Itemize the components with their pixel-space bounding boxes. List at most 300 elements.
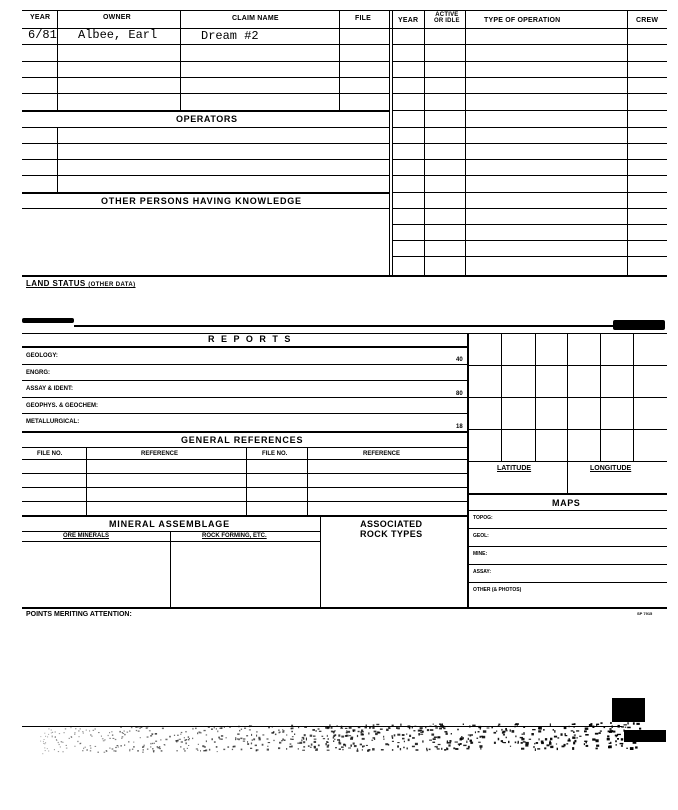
scan-noise-speck [247,743,249,745]
associated-line1: ASSOCIATED [360,519,423,529]
top-border [22,10,667,11]
scan-mark-band [624,730,666,742]
scan-noise-speck [585,728,589,730]
scan-noise-speck [175,740,177,742]
scan-noise-speck [94,729,96,730]
scan-noise-speck [123,733,125,734]
scan-noise-speck [232,749,233,750]
scan-noise-speck [180,734,181,735]
operators-top-rule [22,110,389,112]
scan-noise-speck [332,731,335,733]
scan-noise-speck [216,746,218,748]
scan-noise-speck [217,751,218,752]
scan-noise-speck [618,725,620,728]
scan-noise-speck [303,746,305,748]
scan-noise-speck [510,729,511,731]
scan-noise-speck [357,748,358,750]
scan-noise-speck [176,750,177,751]
report-geophys-label: GEOPHYS. & GEOCHEM: [26,403,99,409]
scan-noise-speck [449,740,451,742]
scan-noise-speck [331,727,333,729]
report-row-rule [22,413,467,414]
report-metallurgical-label: METALLURGICAL: [26,419,80,425]
ref-row-rule [22,487,467,488]
scan-noise-speck [579,736,581,737]
scan-noise-speck [206,734,207,735]
scan-noise-speck [149,730,151,731]
scan-noise-speck [458,744,461,745]
land-status-sub: (OTHER DATA) [88,282,136,288]
scan-noise-speck [188,745,189,746]
scan-noise-speck [498,725,499,727]
scan-noise-speck [45,736,46,737]
scan-noise-speck [626,748,628,749]
scan-noise-speck [566,743,568,744]
scan-noise-speck [586,742,587,744]
scan-noise-speck [185,731,186,732]
scan-noise-speck [557,748,558,750]
scan-noise-speck [521,742,523,744]
map-topog-label: TOPOG: [473,515,493,521]
scan-noise-speck [362,734,364,736]
scan-noise-speck [302,737,305,739]
scan-noise-speck [152,743,153,744]
scan-noise-speck [82,731,83,732]
scan-noise-speck [487,728,490,729]
scan-noise-speck [463,724,464,726]
scan-noise-speck [545,738,547,740]
scan-noise-speck [478,726,481,728]
scan-noise-speck [368,732,369,734]
operation-row-rule [392,127,667,128]
scan-noise-speck [128,741,130,742]
scan-noise-speck [376,724,379,725]
scan-noise-speck [132,749,133,750]
scan-noise-speck [241,749,243,751]
scan-noise-speck [74,732,75,733]
mineral-title-rule [22,531,320,532]
scan-noise-speck [85,747,86,748]
scan-noise-speck [463,745,466,746]
scan-noise-speck [133,746,135,748]
scan-noise-speck [300,742,303,744]
scan-noise-speck [146,727,148,729]
scan-noise-speck [221,739,223,740]
scan-noise-speck [89,730,90,731]
scan-noise-speck [216,728,217,729]
scan-noise-speck [114,750,115,752]
scan-noise-speck [336,725,338,727]
scan-noise-speck [61,741,62,742]
col-owner-header: OWNER [103,14,131,21]
scan-mark-right [613,320,665,330]
scan-noise-speck [204,750,206,751]
scan-noise-speck [338,734,340,736]
scan-noise-speck [510,746,511,747]
scan-noise-speck [468,735,470,736]
scan-noise-speck [392,725,394,727]
scan-noise-speck [290,743,292,744]
scan-noise-speck [258,737,260,739]
scan-noise-speck [339,748,341,750]
scan-noise-speck [435,727,438,728]
section-divider-rule [74,325,614,327]
scan-noise-speck [347,731,350,733]
ore-minerals-header: ORE MINERALS [63,533,110,539]
scan-noise-speck [441,748,442,750]
mineral-assemblage-title: MINERAL ASSEMBLAGE [109,519,230,529]
scan-noise-speck [630,747,634,750]
scan-noise-speck [44,747,45,748]
scan-noise-speck [40,736,41,737]
ref-col-divider [307,447,308,515]
scan-noise-speck [479,745,482,748]
scan-noise-speck [74,746,75,747]
scan-noise-speck [508,741,510,743]
operation-row-rule [392,61,667,62]
scan-noise-speck [430,729,433,731]
scan-noise-speck [199,732,201,733]
scan-noise-speck [112,734,113,736]
scan-noise-speck [433,724,434,725]
scan-noise-speck [217,731,218,733]
scan-noise-speck [147,749,149,750]
owner-row-rule [22,77,389,78]
scan-noise-speck [532,729,536,730]
scan-noise-speck [514,726,515,727]
owner-row-rule [22,44,389,45]
scan-noise-speck [392,737,393,739]
scan-noise-speck [66,748,68,749]
scan-noise-speck [412,727,413,728]
scan-noise-speck [586,745,589,747]
scan-noise-speck [523,726,525,728]
scan-noise-speck [294,734,295,736]
scan-noise-speck [461,736,462,737]
scan-noise-speck [584,741,587,742]
scan-noise-speck [565,735,568,736]
middle-bottom-rule [22,607,667,609]
scan-noise-speck [227,726,228,727]
scan-noise-speck [162,728,164,730]
scan-noise-speck [302,750,305,751]
scan-noise-speck [284,740,286,742]
scan-noise-speck [291,731,293,732]
scan-noise-speck [636,723,639,725]
scan-noise-speck [403,747,405,749]
scan-noise-speck [475,731,476,733]
scan-noise-speck [109,738,110,739]
scan-noise-speck [120,727,122,729]
scan-noise-speck [339,741,340,742]
scan-noise-speck [518,742,519,744]
scan-noise-speck [478,731,480,733]
scan-noise-speck [469,725,470,727]
scan-noise-speck [298,748,299,749]
scan-noise-speck [346,732,348,734]
scan-noise-speck [346,730,347,731]
scan-noise-speck [354,745,357,747]
scan-noise-speck [192,738,193,739]
scan-noise-speck [80,728,81,729]
scan-noise-speck [184,737,185,738]
scan-noise-speck [599,732,601,734]
scan-noise-speck [525,744,528,746]
scan-noise-speck [115,739,117,740]
col-active-header [434,12,460,24]
scan-noise-speck [609,743,612,744]
scan-noise-speck [341,727,342,729]
scan-noise-speck [515,742,517,744]
scan-noise-speck [206,740,207,742]
scan-noise-speck [534,743,535,745]
scan-noise-speck [553,729,554,731]
scan-noise-speck [480,736,482,738]
other-persons-title-rule [22,208,389,209]
operation-row-rule [392,143,667,144]
scan-noise-speck [98,732,100,733]
scan-noise-speck [195,728,197,730]
scan-noise-speck [235,738,236,740]
scan-noise-speck [271,732,273,734]
scan-noise-speck [341,736,344,738]
scan-noise-speck [115,750,117,752]
scan-noise-speck [596,745,599,747]
maps-top-rule [467,493,667,495]
scan-noise-speck [101,736,102,737]
scan-noise-speck [584,743,585,745]
operation-row-rule [392,240,667,241]
scan-noise-speck [136,730,137,731]
scan-noise-speck [616,744,617,745]
scan-noise-speck [227,746,229,748]
operator-row-rule [22,159,389,160]
report-metallurgical-code: 18 [456,424,463,430]
scan-noise-speck [283,730,285,731]
scan-noise-speck [129,749,130,750]
scan-noise-speck [48,734,49,735]
scan-noise-speck [214,727,215,729]
scan-noise-speck [127,732,129,733]
scan-noise-speck [62,742,63,743]
scan-noise-speck [550,738,552,741]
scan-noise-speck [151,733,153,734]
mineral-header-rule [22,541,320,542]
scan-noise-speck [267,749,269,751]
scan-noise-speck [44,733,45,734]
scan-noise-speck [267,746,268,747]
scan-noise-speck [315,749,318,751]
scan-noise-speck [604,727,606,729]
scan-noise-speck [607,735,609,737]
scan-noise-speck [267,738,269,739]
scan-noise-speck [82,750,84,751]
scan-noise-speck [179,739,181,740]
entry-owner: Albee, Earl [78,28,158,42]
scan-noise-speck [353,743,355,745]
scan-noise-speck [453,747,455,749]
scan-noise-speck [556,744,557,745]
other-persons-title: OTHER PERSONS HAVING KNOWLEDGE [101,196,302,206]
col-type-of-operation-header: TYPE OF OPERATION [484,17,561,24]
scan-noise-speck [159,748,161,749]
operation-row-rule [392,224,667,225]
scan-noise-speck [397,727,400,729]
scan-noise-speck [335,734,337,736]
scan-noise-speck [373,737,376,739]
scan-noise-speck [502,742,504,743]
scan-noise-speck [63,732,64,733]
scan-noise-speck [478,742,481,743]
scan-noise-speck [314,739,317,740]
scan-noise-speck [592,738,595,740]
grid-row-line [467,461,667,462]
scan-noise-speck [183,748,185,749]
scan-noise-speck [455,748,458,750]
scan-noise-speck [607,738,610,741]
scan-noise-speck [402,734,405,736]
scan-noise-speck [596,724,599,726]
scan-noise-speck [108,735,109,736]
scan-noise-speck [208,726,210,728]
scan-noise-speck [372,748,375,750]
scan-noise-speck [438,736,440,737]
scan-noise-speck [394,734,396,736]
operators-title-rule [22,127,389,128]
entry-claim-name: Dream #2 [201,29,259,43]
scan-noise-speck [361,730,363,732]
scan-noise-speck [75,728,76,729]
scan-noise-speck [78,730,80,731]
scan-noise-speck [521,748,524,750]
scan-noise-speck [409,735,411,737]
scan-noise-speck [187,748,188,749]
scan-noise-speck [427,749,428,751]
scan-noise-speck [419,730,422,732]
scan-noise-speck [56,739,57,740]
map-row-rule [467,546,667,547]
scan-noise-speck [121,738,122,739]
scan-noise-speck [152,748,154,749]
scan-noise-speck [311,744,313,746]
maps-title-rule [467,510,667,511]
scan-noise-speck [396,727,398,729]
right-panel-divider [467,333,469,607]
scan-noise-speck [44,739,45,740]
scan-noise-speck [541,741,544,743]
scan-noise-speck [627,727,631,729]
operation-row-rule [392,208,667,209]
scan-noise-speck [329,724,330,726]
scan-noise-speck [554,736,557,738]
scan-noise-speck [45,750,46,751]
scan-noise-speck [79,736,80,737]
scan-noise-speck [86,730,87,731]
owner-col-divider [180,10,181,110]
scan-noise-speck [131,727,133,728]
scan-noise-speck [144,745,145,747]
scan-noise-speck [90,750,91,751]
general-references-top-rule [22,431,467,433]
scan-noise-speck [573,742,575,745]
col-crew-header: CREW [636,17,659,24]
scan-noise-speck [345,735,347,737]
scan-noise-speck [106,750,107,751]
scan-noise-speck [506,737,507,739]
scan-noise-speck [315,730,316,732]
scan-noise-speck [45,742,46,743]
assoc-col-divider [320,515,321,607]
ref-col-divider [246,447,247,515]
scan-noise-speck [435,746,437,747]
scan-noise-speck [435,725,437,726]
scan-noise-speck [249,729,251,730]
scan-noise-line [22,726,622,727]
report-assay-code: 80 [456,391,463,397]
scan-noise-speck [345,728,348,729]
scan-noise-speck [625,727,626,728]
scan-noise-speck [536,742,538,744]
scan-noise-speck [447,742,448,744]
scan-noise-speck [352,729,355,731]
scan-noise-speck [297,743,299,744]
scan-noise-speck [241,729,242,730]
scan-noise-speck [243,738,246,739]
scan-noise-speck [188,736,189,738]
scan-noise-speck [247,741,248,743]
scan-noise-speck [622,744,623,747]
report-row-rule [22,380,467,381]
scan-noise-speck [109,748,111,749]
scan-noise-speck [374,731,377,733]
scan-noise-speck [425,726,426,728]
scan-noise-speck [515,736,516,738]
scan-noise-speck [286,748,287,750]
scan-noise-speck [392,749,393,751]
scan-noise-speck [418,733,420,735]
scan-noise-speck [547,744,550,746]
scan-noise-speck [256,749,259,750]
scan-noise-speck [58,742,59,743]
scan-noise-speck [440,724,443,726]
scan-noise-speck [137,726,139,727]
scan-noise-speck [436,746,438,748]
scan-noise-speck [576,730,579,731]
scan-noise-speck [537,748,540,749]
scan-noise-speck [310,735,313,737]
scan-noise-speck [609,731,612,733]
scan-noise-speck [279,742,281,744]
scan-noise-speck [574,727,575,728]
scan-noise-speck [117,745,118,746]
scan-noise-speck [360,731,362,733]
scan-noise-speck [44,743,45,744]
scan-noise-speck [543,729,545,731]
scan-noise-speck [47,748,48,749]
scan-noise-speck [562,746,565,748]
scan-noise [22,722,641,754]
scan-noise-speck [529,739,531,740]
scan-noise-speck [362,746,364,748]
scan-noise-speck [124,730,125,731]
scan-noise-speck [408,739,410,741]
scan-noise-speck [327,735,328,737]
land-status-label: LAND STATUS [26,279,86,288]
report-geology-label: GEOLOGY: [26,353,58,359]
scan-noise-speck [140,737,141,738]
scan-noise-speck [505,728,507,731]
scan-noise-speck [613,731,615,733]
